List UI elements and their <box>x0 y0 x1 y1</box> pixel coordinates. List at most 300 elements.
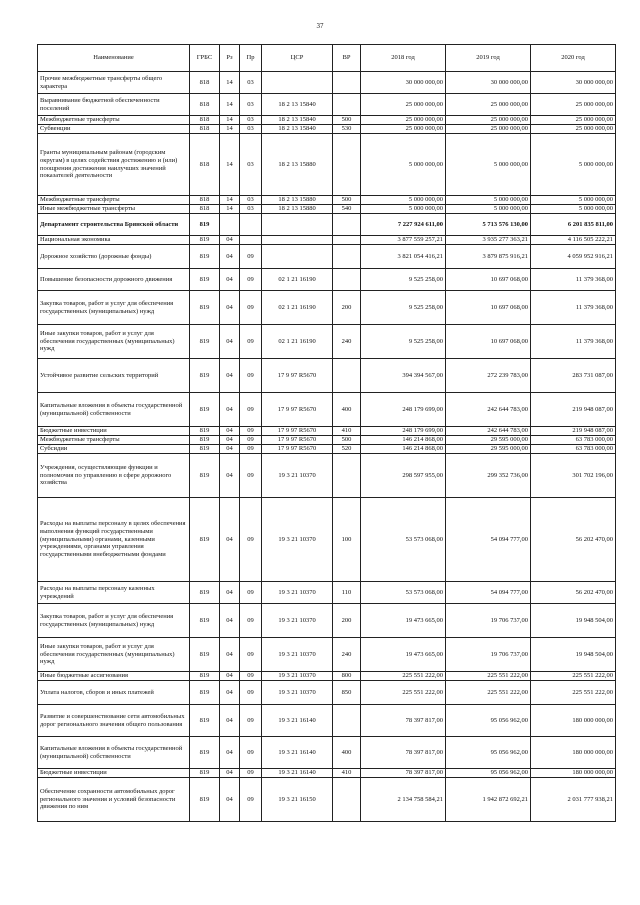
header-grbs: ГРБС <box>190 45 220 72</box>
row-vr <box>333 72 361 94</box>
row-2019: 25 000 000,00 <box>446 94 531 116</box>
row-2020: 2 031 777 938,21 <box>531 778 616 822</box>
row-name: Межбюджетные трансферты <box>38 436 190 445</box>
row-name: Иные бюджетные ассигнования <box>38 672 190 681</box>
row-name: Учреждения, осуществляющие функции и полномочия по управлению в сфере дорожного хозяйства <box>38 454 190 498</box>
row-csr: 19 3 21 10370 <box>262 582 333 604</box>
row-2020: 283 731 087,00 <box>531 359 616 393</box>
row-pr: 09 <box>240 291 262 325</box>
row-2020: 19 948 504,00 <box>531 638 616 672</box>
row-vr <box>333 359 361 393</box>
row-rz: 04 <box>220 778 240 822</box>
row-rz: 04 <box>220 705 240 737</box>
row-csr <box>262 214 333 236</box>
row-grbs: 818 <box>190 72 220 94</box>
row-pr: 09 <box>240 498 262 582</box>
row-2018: 25 000 000,00 <box>361 94 446 116</box>
row-2020: 56 202 470,00 <box>531 582 616 604</box>
row-2018: 9 525 258,00 <box>361 269 446 291</box>
row-pr: 09 <box>240 436 262 445</box>
row-vr: 530 <box>333 125 361 134</box>
row-pr: 03 <box>240 116 262 125</box>
budget-table <box>37 44 616 822</box>
table-row <box>38 769 616 778</box>
row-rz: 14 <box>220 134 240 196</box>
row-2020: 63 783 000,00 <box>531 445 616 454</box>
row-name: Национальная экономика <box>38 236 190 245</box>
row-grbs: 818 <box>190 125 220 134</box>
header-csr: ЦСР <box>262 45 333 72</box>
row-pr: 09 <box>240 582 262 604</box>
row-name: Дорожное хозяйство (дорожные фонды) <box>38 245 190 269</box>
row-vr: 400 <box>333 393 361 427</box>
row-grbs: 819 <box>190 672 220 681</box>
row-name: Развитие и совершенствование сети автомобильных дорог регионального значения общего пользования <box>38 705 190 737</box>
row-2020: 11 379 368,00 <box>531 325 616 359</box>
row-pr: 09 <box>240 778 262 822</box>
row-rz: 04 <box>220 245 240 269</box>
table-row <box>38 325 616 359</box>
row-2020: 19 948 504,00 <box>531 604 616 638</box>
row-grbs: 819 <box>190 498 220 582</box>
row-rz <box>220 214 240 236</box>
row-name: Субвенции <box>38 125 190 134</box>
table-row <box>38 134 616 196</box>
row-grbs: 818 <box>190 196 220 205</box>
row-grbs: 819 <box>190 582 220 604</box>
row-grbs: 819 <box>190 705 220 737</box>
table-row <box>38 359 616 393</box>
table-row <box>38 737 616 769</box>
row-csr: 19 3 21 10370 <box>262 604 333 638</box>
row-name: Бюджетные инвестиции <box>38 427 190 436</box>
row-2018: 30 000 000,00 <box>361 72 446 94</box>
row-rz: 04 <box>220 236 240 245</box>
row-name: Расходы на выплаты персоналу в целях обеспечения выполнения функций государственными (муниципальными) органами, казенными учреждениями, органами управления государственными внебюджетными фондами <box>38 498 190 582</box>
table-row <box>38 205 616 214</box>
table-row <box>38 604 616 638</box>
row-vr: 400 <box>333 737 361 769</box>
row-csr: 19 3 21 10370 <box>262 454 333 498</box>
header-2020: 2020 год <box>531 45 616 72</box>
row-rz: 14 <box>220 94 240 116</box>
row-grbs: 819 <box>190 269 220 291</box>
row-2020: 225 551 222,00 <box>531 672 616 681</box>
row-pr <box>240 236 262 245</box>
row-pr: 03 <box>240 205 262 214</box>
table-row <box>38 454 616 498</box>
row-grbs: 818 <box>190 134 220 196</box>
row-csr: 17 9 97 R5670 <box>262 393 333 427</box>
table-row <box>38 681 616 705</box>
header-2019: 2019 год <box>446 45 531 72</box>
row-2018: 19 473 665,00 <box>361 638 446 672</box>
row-name: Устойчивое развитие сельских территорий <box>38 359 190 393</box>
table-row <box>38 245 616 269</box>
row-name: Гранты муниципальным районам (городским округам) в целях содействия достижению и (или) поощрения достижения наилучших значений показателей деятельности <box>38 134 190 196</box>
row-2020: 5 000 000,00 <box>531 196 616 205</box>
row-csr: 02 1 21 16190 <box>262 291 333 325</box>
row-vr: 200 <box>333 604 361 638</box>
page-number: 37 <box>316 22 324 30</box>
row-vr <box>333 245 361 269</box>
row-vr: 500 <box>333 436 361 445</box>
table-row <box>38 125 616 134</box>
row-2018: 248 179 699,00 <box>361 427 446 436</box>
row-pr: 03 <box>240 94 262 116</box>
row-2019: 225 551 222,00 <box>446 672 531 681</box>
row-pr: 09 <box>240 393 262 427</box>
row-2019: 95 056 962,00 <box>446 737 531 769</box>
row-pr: 09 <box>240 769 262 778</box>
row-2020: 4 116 505 222,21 <box>531 236 616 245</box>
row-2020: 30 000 000,00 <box>531 72 616 94</box>
table-row <box>38 72 616 94</box>
table-header-row <box>38 45 616 72</box>
row-rz: 04 <box>220 427 240 436</box>
row-vr: 410 <box>333 769 361 778</box>
table-row <box>38 427 616 436</box>
row-2020: 180 000 000,00 <box>531 705 616 737</box>
row-csr: 18 2 13 15880 <box>262 196 333 205</box>
row-csr: 18 2 13 15840 <box>262 116 333 125</box>
row-grbs: 819 <box>190 427 220 436</box>
row-2018: 9 525 258,00 <box>361 291 446 325</box>
row-csr: 18 2 13 15880 <box>262 134 333 196</box>
row-csr: 19 3 21 10370 <box>262 498 333 582</box>
row-rz: 04 <box>220 769 240 778</box>
row-name: Расходы на выплаты персоналу казенных учреждений <box>38 582 190 604</box>
row-vr: 540 <box>333 205 361 214</box>
row-grbs: 818 <box>190 116 220 125</box>
table-row <box>38 214 616 236</box>
table-row <box>38 436 616 445</box>
table-row <box>38 638 616 672</box>
row-2020: 301 702 196,00 <box>531 454 616 498</box>
row-vr: 110 <box>333 582 361 604</box>
row-2019: 10 697 068,00 <box>446 291 531 325</box>
row-name: Прочие межбюджетные трансферты общего характера <box>38 72 190 94</box>
row-2018: 146 214 868,00 <box>361 436 446 445</box>
row-grbs: 818 <box>190 94 220 116</box>
row-2019: 30 000 000,00 <box>446 72 531 94</box>
row-vr: 850 <box>333 681 361 705</box>
row-vr: 410 <box>333 427 361 436</box>
row-2018: 5 000 000,00 <box>361 134 446 196</box>
row-2020: 180 000 000,00 <box>531 769 616 778</box>
row-rz: 04 <box>220 454 240 498</box>
row-2018: 3 821 054 416,21 <box>361 245 446 269</box>
row-2020: 6 201 835 811,00 <box>531 214 616 236</box>
row-name: Капитальные вложения в объекты государственной (муниципальной) собственности <box>38 393 190 427</box>
row-2019: 54 094 777,00 <box>446 582 531 604</box>
row-vr <box>333 214 361 236</box>
row-name: Субсидии <box>38 445 190 454</box>
row-pr: 09 <box>240 427 262 436</box>
row-grbs: 819 <box>190 245 220 269</box>
row-pr: 09 <box>240 454 262 498</box>
row-vr <box>333 454 361 498</box>
row-pr: 09 <box>240 737 262 769</box>
row-pr: 03 <box>240 72 262 94</box>
row-name: Иные межбюджетные трансферты <box>38 205 190 214</box>
table-row <box>38 269 616 291</box>
header-pr: Пр <box>240 45 262 72</box>
row-vr <box>333 134 361 196</box>
row-name: Капитальные вложения в объекты государственной (муниципальной) собственности <box>38 737 190 769</box>
table-body <box>38 72 616 822</box>
row-rz: 04 <box>220 604 240 638</box>
row-2018: 146 214 868,00 <box>361 445 446 454</box>
table-row <box>38 291 616 325</box>
row-name: Иные закупки товаров, работ и услуг для обеспечения государственных (муниципальных) нужд <box>38 638 190 672</box>
row-2020: 63 783 000,00 <box>531 436 616 445</box>
row-csr: 17 9 97 R5670 <box>262 427 333 436</box>
row-2018: 298 597 955,00 <box>361 454 446 498</box>
row-rz: 04 <box>220 359 240 393</box>
row-pr: 09 <box>240 445 262 454</box>
row-2019: 25 000 000,00 <box>446 116 531 125</box>
row-pr: 09 <box>240 325 262 359</box>
row-2018: 19 473 665,00 <box>361 604 446 638</box>
row-2019: 242 644 783,00 <box>446 427 531 436</box>
row-grbs: 819 <box>190 604 220 638</box>
row-2019: 1 942 872 692,21 <box>446 778 531 822</box>
row-grbs: 819 <box>190 681 220 705</box>
row-rz: 04 <box>220 269 240 291</box>
row-csr: 17 9 97 R5670 <box>262 445 333 454</box>
row-grbs: 819 <box>190 291 220 325</box>
row-vr <box>333 705 361 737</box>
row-name: Уплата налогов, сборов и иных платежей <box>38 681 190 705</box>
row-csr: 17 9 97 R5670 <box>262 359 333 393</box>
row-pr: 09 <box>240 604 262 638</box>
row-2018: 53 573 068,00 <box>361 498 446 582</box>
table-row <box>38 778 616 822</box>
row-rz: 04 <box>220 737 240 769</box>
row-csr: 18 2 13 15840 <box>262 125 333 134</box>
header-vr: ВР <box>333 45 361 72</box>
header-name: Наименование <box>38 45 190 72</box>
row-csr: 02 1 21 16190 <box>262 269 333 291</box>
row-pr: 09 <box>240 681 262 705</box>
row-2019: 225 551 222,00 <box>446 681 531 705</box>
row-csr: 19 3 21 16140 <box>262 705 333 737</box>
row-rz: 14 <box>220 72 240 94</box>
row-csr: 19 3 21 10370 <box>262 672 333 681</box>
row-grbs: 819 <box>190 393 220 427</box>
row-rz: 04 <box>220 498 240 582</box>
row-2018: 248 179 699,00 <box>361 393 446 427</box>
row-grbs: 819 <box>190 359 220 393</box>
row-rz: 04 <box>220 445 240 454</box>
row-vr: 500 <box>333 196 361 205</box>
row-2020: 11 379 368,00 <box>531 291 616 325</box>
row-2019: 5 000 000,00 <box>446 205 531 214</box>
row-2019: 19 706 737,00 <box>446 604 531 638</box>
row-2020: 180 000 000,00 <box>531 737 616 769</box>
row-pr: 03 <box>240 134 262 196</box>
row-2020: 56 202 470,00 <box>531 498 616 582</box>
row-grbs: 819 <box>190 436 220 445</box>
row-name: Иные закупки товаров, работ и услуг для обеспечения государственных (муниципальных) нужд <box>38 325 190 359</box>
row-2018: 25 000 000,00 <box>361 125 446 134</box>
header-2018: 2018 год <box>361 45 446 72</box>
row-vr: 100 <box>333 498 361 582</box>
table-row <box>38 196 616 205</box>
row-rz: 14 <box>220 196 240 205</box>
row-grbs: 819 <box>190 214 220 236</box>
row-rz: 04 <box>220 681 240 705</box>
row-2018: 2 134 758 584,21 <box>361 778 446 822</box>
row-2020: 11 379 368,00 <box>531 269 616 291</box>
row-name: Бюджетные инвестиции <box>38 769 190 778</box>
row-grbs: 819 <box>190 454 220 498</box>
row-2018: 394 394 567,00 <box>361 359 446 393</box>
row-csr <box>262 245 333 269</box>
row-csr: 19 3 21 16140 <box>262 737 333 769</box>
row-vr: 240 <box>333 638 361 672</box>
row-2018: 5 000 000,00 <box>361 205 446 214</box>
row-pr: 03 <box>240 196 262 205</box>
row-2019: 29 595 000,00 <box>446 436 531 445</box>
row-2019: 54 094 777,00 <box>446 498 531 582</box>
row-2019: 5 000 000,00 <box>446 196 531 205</box>
row-2020: 5 000 000,00 <box>531 205 616 214</box>
row-2019: 10 697 068,00 <box>446 269 531 291</box>
table-row <box>38 393 616 427</box>
row-rz: 04 <box>220 393 240 427</box>
table-row <box>38 116 616 125</box>
row-pr: 09 <box>240 245 262 269</box>
row-pr: 09 <box>240 672 262 681</box>
row-name: Обеспечение сохранности автомобильных дорог регионального значения и условий безопасности движения по ним <box>38 778 190 822</box>
row-vr: 500 <box>333 116 361 125</box>
table-row <box>38 672 616 681</box>
row-2020: 25 000 000,00 <box>531 94 616 116</box>
row-name: Межбюджетные трансферты <box>38 196 190 205</box>
row-2018: 78 397 817,00 <box>361 769 446 778</box>
row-vr: 520 <box>333 445 361 454</box>
row-2019: 10 697 068,00 <box>446 325 531 359</box>
row-grbs: 819 <box>190 638 220 672</box>
row-vr: 240 <box>333 325 361 359</box>
row-2019: 19 706 737,00 <box>446 638 531 672</box>
row-csr: 19 3 21 16150 <box>262 778 333 822</box>
row-2020: 225 551 222,00 <box>531 681 616 705</box>
row-csr: 17 9 97 R5670 <box>262 436 333 445</box>
row-name: Повышение безопасности дорожного движения <box>38 269 190 291</box>
row-pr: 09 <box>240 269 262 291</box>
row-2019: 3 935 277 363,21 <box>446 236 531 245</box>
row-csr: 18 2 13 15840 <box>262 94 333 116</box>
row-pr: 09 <box>240 705 262 737</box>
table-row <box>38 94 616 116</box>
row-2020: 25 000 000,00 <box>531 116 616 125</box>
row-pr: 09 <box>240 638 262 672</box>
row-rz: 14 <box>220 125 240 134</box>
row-csr: 02 1 21 16190 <box>262 325 333 359</box>
row-2018: 225 551 222,00 <box>361 681 446 705</box>
row-2018: 7 227 924 611,00 <box>361 214 446 236</box>
row-2019: 242 644 783,00 <box>446 393 531 427</box>
row-rz: 14 <box>220 205 240 214</box>
row-rz: 04 <box>220 436 240 445</box>
row-2019: 299 352 736,00 <box>446 454 531 498</box>
row-name: Департамент строительства Брянской области <box>38 214 190 236</box>
row-rz: 04 <box>220 672 240 681</box>
row-vr <box>333 94 361 116</box>
row-2019: 5 000 000,00 <box>446 134 531 196</box>
row-rz: 04 <box>220 582 240 604</box>
row-rz: 14 <box>220 116 240 125</box>
row-csr: 19 3 21 16140 <box>262 769 333 778</box>
row-csr: 19 3 21 10370 <box>262 638 333 672</box>
row-name: Закупка товаров, работ и услуг для обеспечения государственных (муниципальных) нужд <box>38 291 190 325</box>
row-vr <box>333 778 361 822</box>
header-rz: Рз <box>220 45 240 72</box>
row-grbs: 819 <box>190 236 220 245</box>
row-csr: 18 2 13 15880 <box>262 205 333 214</box>
row-grbs: 819 <box>190 737 220 769</box>
row-csr: 19 3 21 10370 <box>262 681 333 705</box>
row-grbs: 819 <box>190 325 220 359</box>
row-vr <box>333 269 361 291</box>
table-row <box>38 582 616 604</box>
table-row <box>38 705 616 737</box>
table-row <box>38 445 616 454</box>
row-grbs: 819 <box>190 445 220 454</box>
row-pr: 09 <box>240 359 262 393</box>
row-rz: 04 <box>220 291 240 325</box>
row-csr <box>262 236 333 245</box>
row-2020: 219 948 087,00 <box>531 393 616 427</box>
row-name: Закупка товаров, работ и услуг для обеспечения государственных (муниципальных) нужд <box>38 604 190 638</box>
row-name: Выравнивание бюджетной обеспеченности поселений <box>38 94 190 116</box>
row-csr <box>262 72 333 94</box>
row-2018: 3 877 559 257,21 <box>361 236 446 245</box>
row-2018: 9 525 258,00 <box>361 325 446 359</box>
row-vr: 800 <box>333 672 361 681</box>
row-2020: 25 000 000,00 <box>531 125 616 134</box>
row-2019: 25 000 000,00 <box>446 125 531 134</box>
row-2019: 95 056 962,00 <box>446 705 531 737</box>
row-2018: 5 000 000,00 <box>361 196 446 205</box>
row-2018: 25 000 000,00 <box>361 116 446 125</box>
row-2019: 5 713 576 130,00 <box>446 214 531 236</box>
row-2019: 95 056 962,00 <box>446 769 531 778</box>
row-2018: 78 397 817,00 <box>361 737 446 769</box>
row-grbs: 819 <box>190 778 220 822</box>
table-row <box>38 236 616 245</box>
row-rz: 04 <box>220 325 240 359</box>
row-vr: 200 <box>333 291 361 325</box>
row-pr <box>240 214 262 236</box>
table-row <box>38 498 616 582</box>
row-rz: 04 <box>220 638 240 672</box>
row-2020: 219 948 087,00 <box>531 427 616 436</box>
row-2018: 53 573 068,00 <box>361 582 446 604</box>
row-2018: 225 551 222,00 <box>361 672 446 681</box>
row-2019: 29 595 000,00 <box>446 445 531 454</box>
row-grbs: 818 <box>190 205 220 214</box>
row-2018: 78 397 817,00 <box>361 705 446 737</box>
row-2020: 5 000 000,00 <box>531 134 616 196</box>
row-name: Межбюджетные трансферты <box>38 116 190 125</box>
row-vr <box>333 236 361 245</box>
row-2019: 272 239 783,00 <box>446 359 531 393</box>
row-2020: 4 059 952 916,21 <box>531 245 616 269</box>
